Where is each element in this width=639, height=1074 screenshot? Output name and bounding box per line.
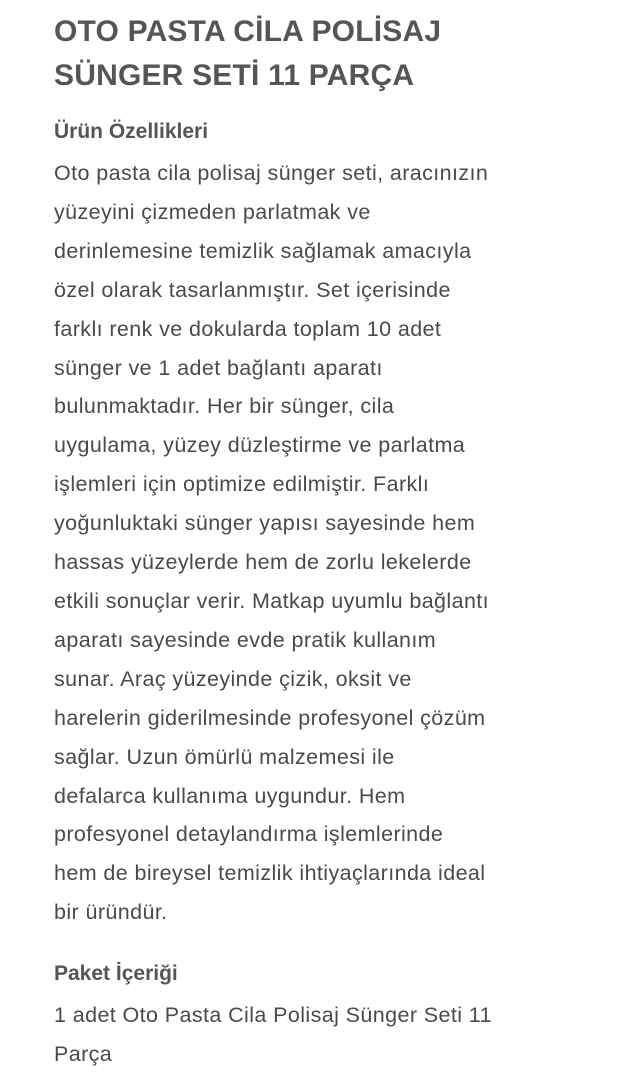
features-line: derinlemesine temizlik sağlamak amacıyla: [54, 238, 472, 263]
features-heading: Ürün Özellikleri: [54, 120, 209, 143]
features-line: harelerin giderilmesinde profesyonel çözüm: [54, 705, 486, 730]
features-line: aparatı sayesinde evde pratik kullanım: [54, 627, 437, 652]
package-contents-paragraph: [54, 996, 589, 1074]
features-line: etkili sonuçlar verir. Matkap uyumlu bağlantı: [54, 588, 490, 613]
features-line: bir üründür.: [54, 900, 168, 925]
features-line: yüzeyini çizmeden parlatmak ve: [54, 199, 371, 224]
features-line: farklı renk ve dokularda toplam 10 adet: [54, 316, 442, 341]
features-line: sünger ve 1 adet bağlantı aparatı: [54, 355, 383, 380]
product-title-line: OTO PASTA CİLA POLİSAJ: [54, 15, 442, 48]
features-line: uygulama, yüzey düzleştirme ve parlatma: [54, 433, 466, 458]
features-line: hem de bireysel temizlik ihtiyaçlarında ideal: [54, 861, 486, 886]
features-line: işlemleri için optimize edilmiştir. Farklı: [54, 472, 430, 497]
package-contents-heading: Paket İçeriği: [54, 962, 178, 986]
features-line: yoğunluktaki sünger yapısı sayesinde hem: [54, 511, 476, 536]
features-line: profesyonel detaylandırma işlemlerinde: [54, 822, 444, 847]
features-line: hassas yüzeylerde hem de zorlu lekelerde: [54, 550, 472, 575]
features-line: sağlar. Uzun ömürlü malzemesi ile: [54, 744, 395, 769]
features-line: Oto pasta cila polisaj sünger seti, aracınızın: [54, 161, 489, 185]
package-contents-line: Parça: [54, 1042, 113, 1067]
features-line: defalarca kullanıma uygundur. Hem: [54, 783, 406, 808]
features-line: özel olarak tasarlanmıştır. Set içerisinde: [54, 277, 451, 302]
package-contents-line: 1 adet Oto Pasta Cila Polisaj Sünger Seti 11: [54, 1003, 492, 1028]
features-line: bulunmaktadır. Her bir sünger, cila: [54, 394, 395, 419]
product-title-line: SÜNGER SETİ 11 PARÇA: [54, 59, 415, 92]
features-paragraph: [54, 154, 589, 932]
product-title: [54, 10, 589, 98]
features-line: sunar. Araç yüzeyinde çizik, oksit ve: [54, 666, 412, 691]
